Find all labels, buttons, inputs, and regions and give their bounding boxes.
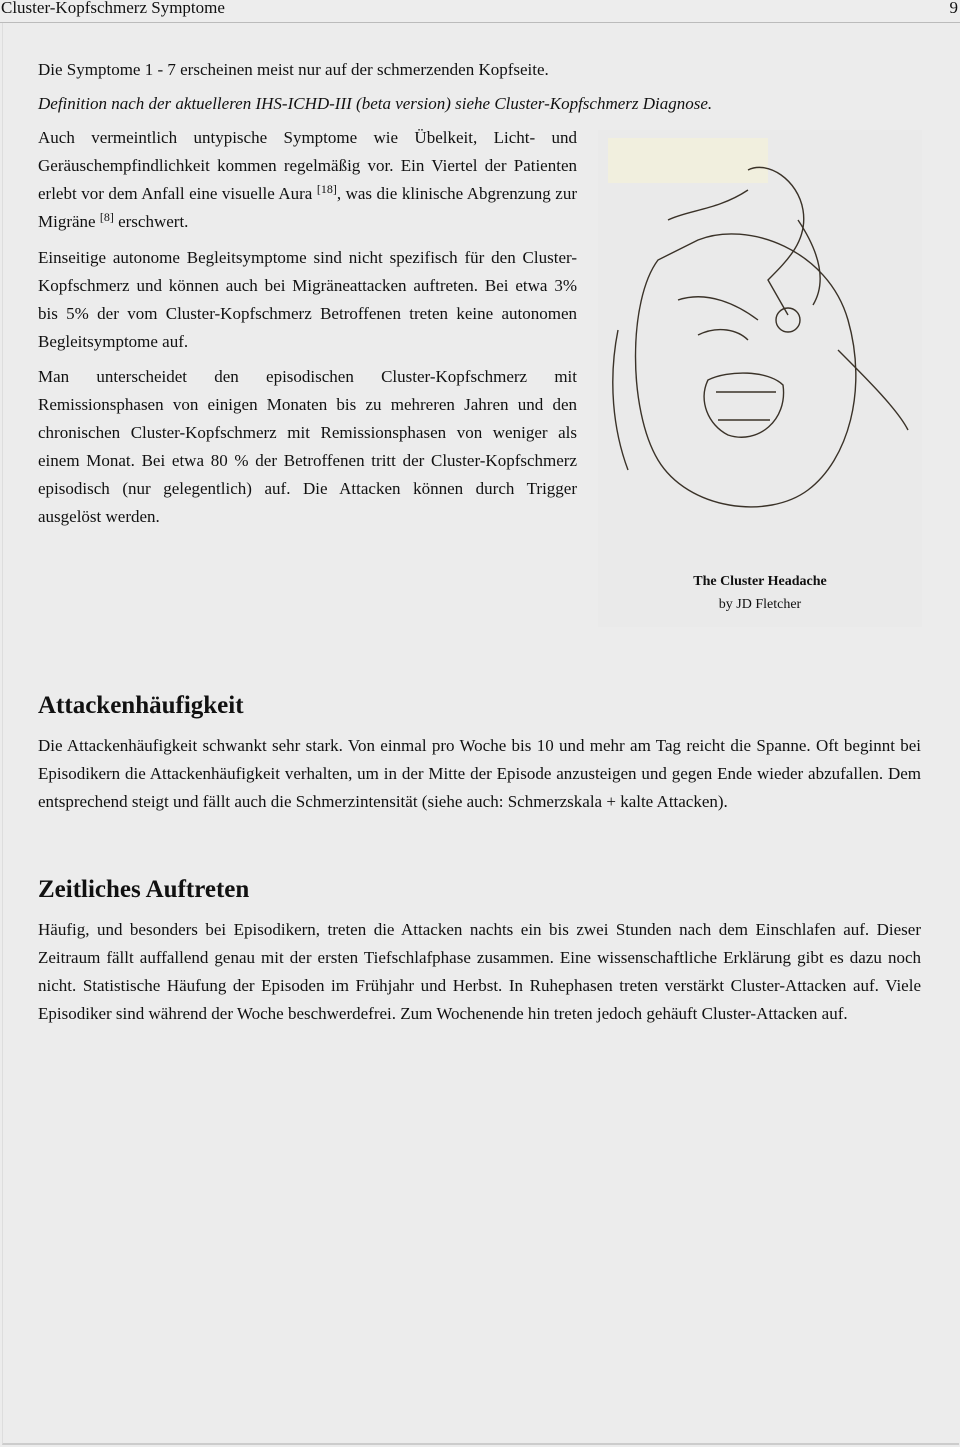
figure-author: by JD Fletcher — [718, 597, 802, 612]
heading-timing: Zeitliches Auftreten — [38, 876, 250, 903]
reference-8[interactable]: [8] — [99, 210, 114, 224]
paragraph-autonomic: Einseitige autonome Begleitsymptome sind nicht spezifisch für den Cluster-Kopfschmerz und können auch bei Migräneattacken auftreten. Bei etwa 3% bis 5% der vom Cluster-Kopfschmerz Betroffenen treten keine autonomen Begleitsymptome auf. — [38, 248, 577, 351]
text: erschwert. — [113, 212, 189, 231]
figure-cluster-headache — [598, 130, 922, 627]
text: , was die klinische Abgrenzung zur Migräne — [38, 184, 577, 231]
intro-line: Die Symptome 1 - 7 erscheinen meist nur auf der schmerzenden Kopfseite. — [38, 60, 549, 79]
paragraph-episodic: Man unterscheidet den episodischen Cluster-Kopfschmerz mit Remissionsphasen von einigen Monaten bis zu mehreren Jahren und den chronischen Cluster-Kopfschmerz mit Remissionsphasen von weniger als einem Monat. Bei etwa 80 % der Betroffenen tritt der Cluster-Kopfschmerz episodisch (nur gelegentlich) auf. Die Attacken können durch Trigger ausgelöst werden. — [38, 367, 577, 526]
paragraph-symptoms — [38, 124, 577, 236]
page-number: 9 — [949, 0, 958, 17]
reference-18[interactable]: [18] — [316, 182, 337, 196]
headache-illustration — [598, 130, 922, 530]
paragraph-attack-frequency: Die Attackenhäufigkeit schwankt sehr stark. Von einmal pro Woche bis 10 und mehr am Tag reicht die Spanne. Oft beginnt bei Episodikern die Attackenhäufigkeit verhalten, um in der Mitte der Episode anzusteigen und gegen Ende wieder abzufallen. Dem entsprechend steigt und fällt auch die Schmerzintensität (siehe auch: Schmerzskala + kalte Attacken). — [38, 736, 921, 811]
heading-attack-frequency: Attackenhäufigkeit — [38, 692, 244, 719]
text: Auch vermeintlich untypische Symptome wie Übelkeit, Licht- und Geräuschempfindlichkeit kommen regelmäßig vor. Ein Viertel der Patienten erlebt vor dem Anfall eine visuelle Aura — [38, 128, 577, 203]
page-header — [0, 0, 960, 23]
paragraph-timing: Häufig, und besonders bei Episodikern, treten die Attacken nachts ein bis zwei Stunden nach dem Einschlafen auf. Dieser Zeitraum fällt auffallend genau mit der ersten Tiefschlafphase zusammen. Eine wissenschaftliche Erklärung gibt es dazu noch nicht. Statistische Häufung der Episoden im Frühjahr und Herbst. In Ruhephasen treten verstärkt Cluster-Attacken auf. Viele Episodiker sind während der Woche beschwerdefrei. Zum Wochenende hin treten jedoch gehäuft Cluster-Attacken auf. — [38, 920, 921, 1023]
definition-link-line[interactable]: Definition nach der aktuelleren IHS-ICHD-III (beta version) siehe Cluster-Kopfschmerz Diagnose. — [38, 94, 713, 113]
header-title: Cluster-Kopfschmerz Symptome — [1, 0, 225, 17]
figure-title: The Cluster Headache — [693, 574, 827, 589]
